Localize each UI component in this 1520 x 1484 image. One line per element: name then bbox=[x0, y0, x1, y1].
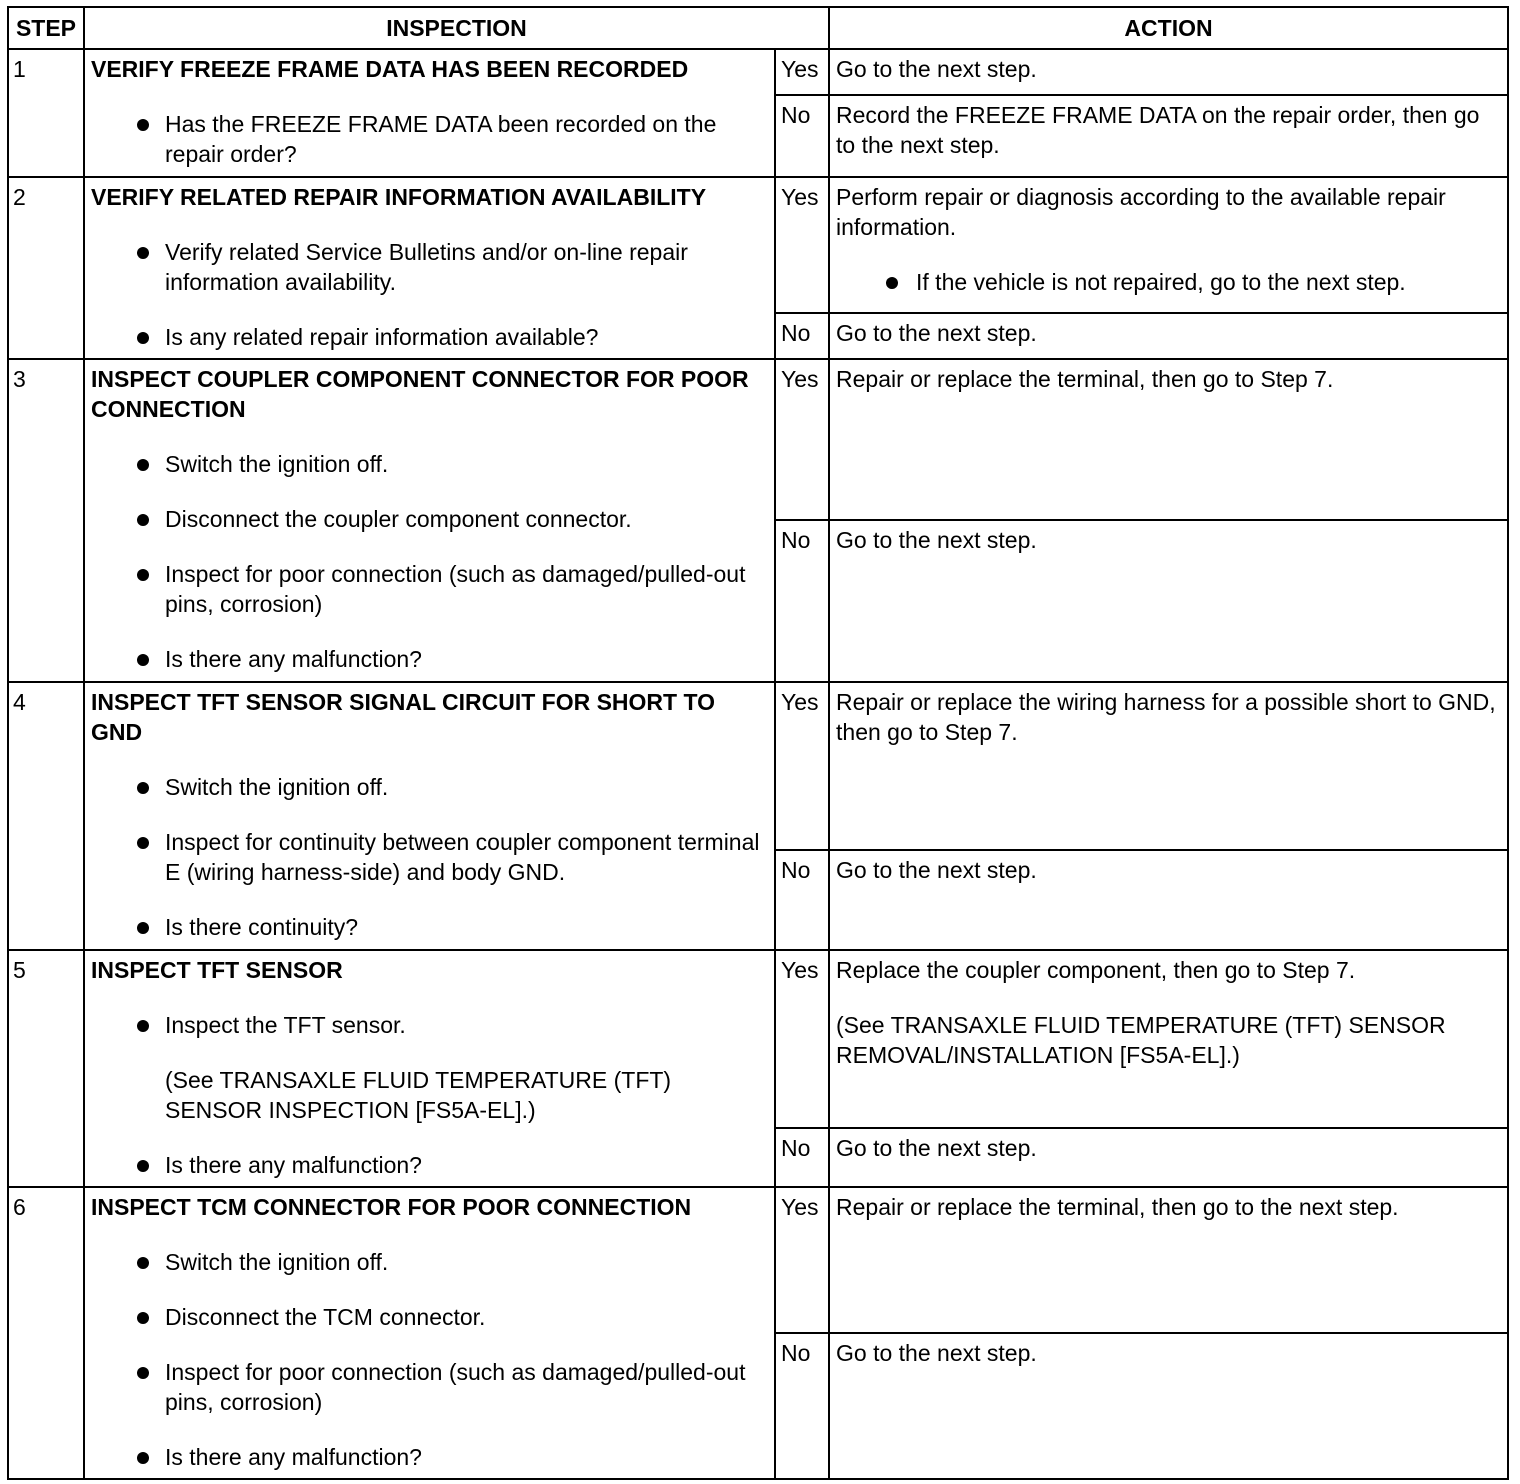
step-number: 5 bbox=[8, 950, 84, 1187]
inspection-cell bbox=[84, 682, 775, 950]
no-label: No bbox=[775, 1128, 829, 1187]
action-yes: Go to the next step. bbox=[829, 49, 1508, 95]
inspection-bullet: Inspect for continuity between coupler component terminal E (wiring harness-side) and body GND. bbox=[91, 827, 768, 887]
inspection-bullet: Switch the ignition off. bbox=[91, 1247, 768, 1277]
step-number: 4 bbox=[8, 682, 84, 950]
yes-label: Yes bbox=[775, 49, 829, 95]
no-label: No bbox=[775, 1333, 829, 1479]
inspection-title: VERIFY FREEZE FRAME DATA HAS BEEN RECORDED bbox=[91, 56, 689, 82]
inspection-title: INSPECT COUPLER COMPONENT CONNECTOR FOR POOR CONNECTION bbox=[91, 366, 749, 422]
inspection-reference: (See TRANSAXLE FLUID TEMPERATURE (TFT) SENSOR INSPECTION [FS5A-EL].) bbox=[165, 1067, 672, 1123]
no-label: No bbox=[775, 520, 829, 682]
table-row bbox=[8, 177, 1508, 313]
step-number: 6 bbox=[8, 1187, 84, 1479]
diagnostic-procedure-table bbox=[7, 6, 1509, 1480]
action-no: Record the FREEZE FRAME DATA on the repair order, then go to the next step. bbox=[829, 95, 1508, 177]
inspection-title: INSPECT TFT SENSOR bbox=[91, 957, 343, 983]
table-row bbox=[8, 950, 1508, 1128]
inspection-cell bbox=[84, 950, 775, 1187]
no-label: No bbox=[775, 850, 829, 950]
action-no: Go to the next step. bbox=[829, 1333, 1508, 1479]
yes-label: Yes bbox=[775, 1187, 829, 1333]
action-yes: Repair or replace the terminal, then go to the next step. bbox=[829, 1187, 1508, 1333]
table-row bbox=[8, 1187, 1508, 1333]
yes-label: Yes bbox=[775, 359, 829, 520]
inspection-bullet: Is there any malfunction? bbox=[91, 1150, 768, 1180]
action-yes-text: Perform repair or diagnosis according to the available repair information. bbox=[836, 184, 1446, 240]
action-no: Go to the next step. bbox=[829, 520, 1508, 682]
inspection-title: INSPECT TCM CONNECTOR FOR POOR CONNECTION bbox=[91, 1194, 692, 1220]
no-label: No bbox=[775, 95, 829, 177]
inspection-bullet: Disconnect the coupler component connector. bbox=[91, 504, 768, 534]
action-no: Go to the next step. bbox=[829, 313, 1508, 359]
header-step: STEP bbox=[8, 7, 84, 49]
table-row bbox=[8, 49, 1508, 95]
table-header-row bbox=[8, 7, 1508, 49]
inspection-title: VERIFY RELATED REPAIR INFORMATION AVAILABILITY bbox=[91, 184, 707, 210]
action-yes-bullet: If the vehicle is not repaired, go to the next step. bbox=[836, 267, 1501, 297]
step-number: 2 bbox=[8, 177, 84, 359]
inspection-cell bbox=[84, 359, 775, 682]
inspection-bullet: Is any related repair information available? bbox=[91, 322, 768, 352]
step-number: 1 bbox=[8, 49, 84, 177]
action-yes-reference: (See TRANSAXLE FLUID TEMPERATURE (TFT) SENSOR REMOVAL/INSTALLATION [FS5A-EL].) bbox=[836, 1012, 1446, 1068]
action-yes bbox=[829, 950, 1508, 1128]
step-number: 3 bbox=[8, 359, 84, 682]
action-yes: Repair or replace the terminal, then go to Step 7. bbox=[829, 359, 1508, 520]
inspection-bullet: Is there any malfunction? bbox=[91, 1442, 768, 1472]
header-action: ACTION bbox=[829, 7, 1508, 49]
inspection-cell bbox=[84, 1187, 775, 1479]
inspection-cell bbox=[84, 177, 775, 359]
yes-label: Yes bbox=[775, 950, 829, 1128]
action-yes bbox=[829, 177, 1508, 313]
inspection-bullet: Has the FREEZE FRAME DATA been recorded on the repair order? bbox=[91, 109, 768, 169]
inspection-cell bbox=[84, 49, 775, 177]
action-yes: Repair or replace the wiring harness for a possible short to GND, then go to Step 7. bbox=[829, 682, 1508, 850]
inspection-bullet: Switch the ignition off. bbox=[91, 772, 768, 802]
inspection-title: INSPECT TFT SENSOR SIGNAL CIRCUIT FOR SHORT TO GND bbox=[91, 689, 716, 745]
table-row bbox=[8, 359, 1508, 520]
inspection-bullet: Verify related Service Bulletins and/or on-line repair information availability. bbox=[91, 237, 768, 297]
table-row bbox=[8, 682, 1508, 850]
header-inspection: INSPECTION bbox=[84, 7, 829, 49]
inspection-bullet: Is there continuity? bbox=[91, 912, 768, 942]
inspection-bullet: Inspect for poor connection (such as damaged/pulled-out pins, corrosion) bbox=[91, 1357, 768, 1417]
inspection-bullet: Is there any malfunction? bbox=[91, 644, 768, 674]
yes-label: Yes bbox=[775, 177, 829, 313]
inspection-bullet: Disconnect the TCM connector. bbox=[91, 1302, 768, 1332]
inspection-bullet: Switch the ignition off. bbox=[91, 449, 768, 479]
action-yes-text: Replace the coupler component, then go to Step 7. bbox=[836, 957, 1356, 983]
action-no: Go to the next step. bbox=[829, 1128, 1508, 1187]
no-label: No bbox=[775, 313, 829, 359]
inspection-bullet: Inspect the TFT sensor. bbox=[91, 1010, 768, 1040]
yes-label: Yes bbox=[775, 682, 829, 850]
inspection-bullet: Inspect for poor connection (such as damaged/pulled-out pins, corrosion) bbox=[91, 559, 768, 619]
action-no: Go to the next step. bbox=[829, 850, 1508, 950]
